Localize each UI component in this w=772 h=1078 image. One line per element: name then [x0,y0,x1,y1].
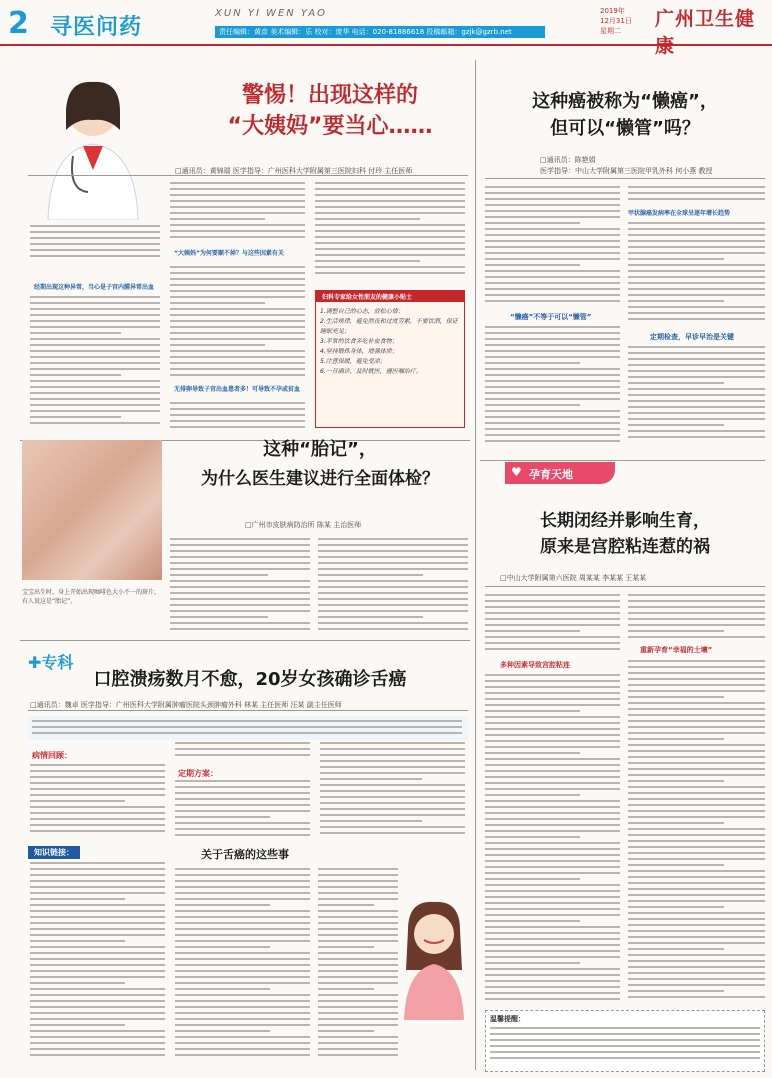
specialty-tag-label: 专科 [41,653,74,672]
article-thyroid-headline-2: 但可以“懒管”吗？ [550,118,700,139]
section-tag-pregnancy [505,462,615,484]
health-tip-item: 2.生活规律，避免熬夜和过度劳累，不要饮酒，保证睡眠充足； [320,318,458,335]
section-name: 寻医问药 [50,15,143,40]
date-day: 12月31日 [600,17,632,25]
article-uterine-byline: □中山大学附属第六医院 周某某 李某某 王某某 [500,574,647,582]
article-thyroid-byline-2: 医学指导：中山大学附属第三医院甲乳外科 何小燕 教授 [540,167,713,175]
editor-line: 责任编辑：黄彦 美术编辑：乐 校对：庞华 电话：020-81886618 投稿邮箱：gzjk@gzrb.net [215,26,545,38]
section-tag-label: 孕育天地 [529,468,573,481]
page-number: 2 [8,6,29,41]
warm-tip-title: 温馨提醒： [490,1015,525,1023]
article-birthmark-headline-2: 为什么医生建议进行全面体检？ [201,469,439,489]
article-uterine-subhead-1: 多种因素导致宫腔粘连 [500,661,570,669]
article-thyroid-subhead-1: “懒癌”不等于可以“懒管” [510,313,592,321]
article-period-body-col3 [315,182,465,277]
column-divider [475,60,476,1070]
article-tongue-body-col3 [320,742,465,838]
page-header [0,0,772,57]
health-tip-item: 4.坚持锻炼身体，增强体质； [320,348,398,355]
photo-caption: 宝宝出生时，身上开始出现咖啡色大小不一的斑片，有人说这是“胎记”。 [22,588,162,622]
health-tips-list [320,307,462,377]
health-tips-box [315,290,465,428]
article-thyroid-body-col1 [485,186,620,306]
article-thyroid-body-col2 [628,186,765,204]
article-uterine-headline-1: 长期闭经并影响生育， [540,511,710,531]
article-thyroid-byline-1: □通讯员：陈艳娟 [540,156,596,164]
heart-icon: ♥ [511,465,522,479]
article-period-subhead-2: “大姨妈”为何要顺不掉？与这些因素有关 [174,250,284,257]
article-birthmark-byline: □广州市皮肤病防治所 陈某 主治医师 [245,521,362,529]
article-birthmark-body-col2 [318,538,468,633]
health-tip-item: 3.平常的饮食多吃补血食物； [320,338,398,345]
article-period-body-col2 [170,182,305,242]
issue-date [600,6,632,36]
plus-icon: ✚ [28,653,42,672]
article-tongue-subhead-4: 关于舌癌的这些事 [201,848,289,861]
article-tongue-subhead-3: 知识链接： [28,846,80,859]
health-tips-title: 妇科专家给女性朋友的健康小贴士 [316,291,464,302]
article-tongue-body-col1 [30,764,165,836]
article-period-headline-2: “大姨妈”要当心…… [227,114,433,139]
article-period-subhead-3: 无排卵导致子宫出血患者多！可导致不孕或贫血 [174,386,301,393]
health-tip-item: 6.一旦确诊，及时就医，遵医嘱治疗。 [320,368,422,375]
article-tongue-headline: 口腔溃疡数月不愈，20岁女孩确诊舌癌 [93,669,407,690]
article-period-body-col1 [30,225,160,270]
article-birthmark-headline-1: 这种“胎记”， [263,439,377,460]
doctor-illustration [28,70,158,220]
woman-illustration [398,900,470,1020]
article-period-headline-1: 警惕！出现这样的 [241,83,418,108]
article-period-byline: □通讯员：黄锦瑞 医学指导：广州医科大学附属第三医院妇科 付玲 主任医师 [175,167,413,175]
article-thyroid-headline-1: 这种癌被称为“懒癌”， [532,91,718,112]
article-tongue-subhead-1: 病情回顾： [32,751,72,760]
article-tongue-byline: □通讯员：魏卓 医学指导：广州医科大学附属肿瘤医院头颈肿瘤外科 林某 主任医师 汪某 副主任医师 [30,701,342,709]
article-thyroid-subhead-3: 定期检查，早诊早治是关键 [650,333,734,341]
article-uterine-body-col2 [628,594,765,642]
section-pinyin: XUN YI WEN YAO [215,8,327,19]
date-year: 2019年 [600,7,625,15]
article-uterine-body-col1 [485,594,620,654]
article-tongue-body-col2 [175,742,310,762]
article-uterine-subhead-2: 重新孕育“幸福的土壤” [640,646,713,654]
article-period-subhead-1: 经期出现这种异常，当心是子宫内膜异常出血 [34,284,155,291]
article-uterine-headline-2: 原来是宫腔粘连惹的祸 [540,537,710,557]
article-birthmark-body-col1 [170,538,310,633]
health-tip-item: 1.调整自己的心态，放松心情； [320,308,404,315]
newspaper-name: 广州卫生健康 [655,8,756,57]
health-tip-item: 5.注意保暖，避免受凉； [320,358,386,365]
birthmark-photo [22,440,162,580]
warm-tip-box [485,1010,765,1072]
article-thyroid-subhead-2: 甲状腺癌发病率在全球呈逐年增长趋势 [628,210,731,217]
article-tongue-subhead-2: 定期方案： [178,769,218,778]
date-week: 星期二 [600,27,621,35]
